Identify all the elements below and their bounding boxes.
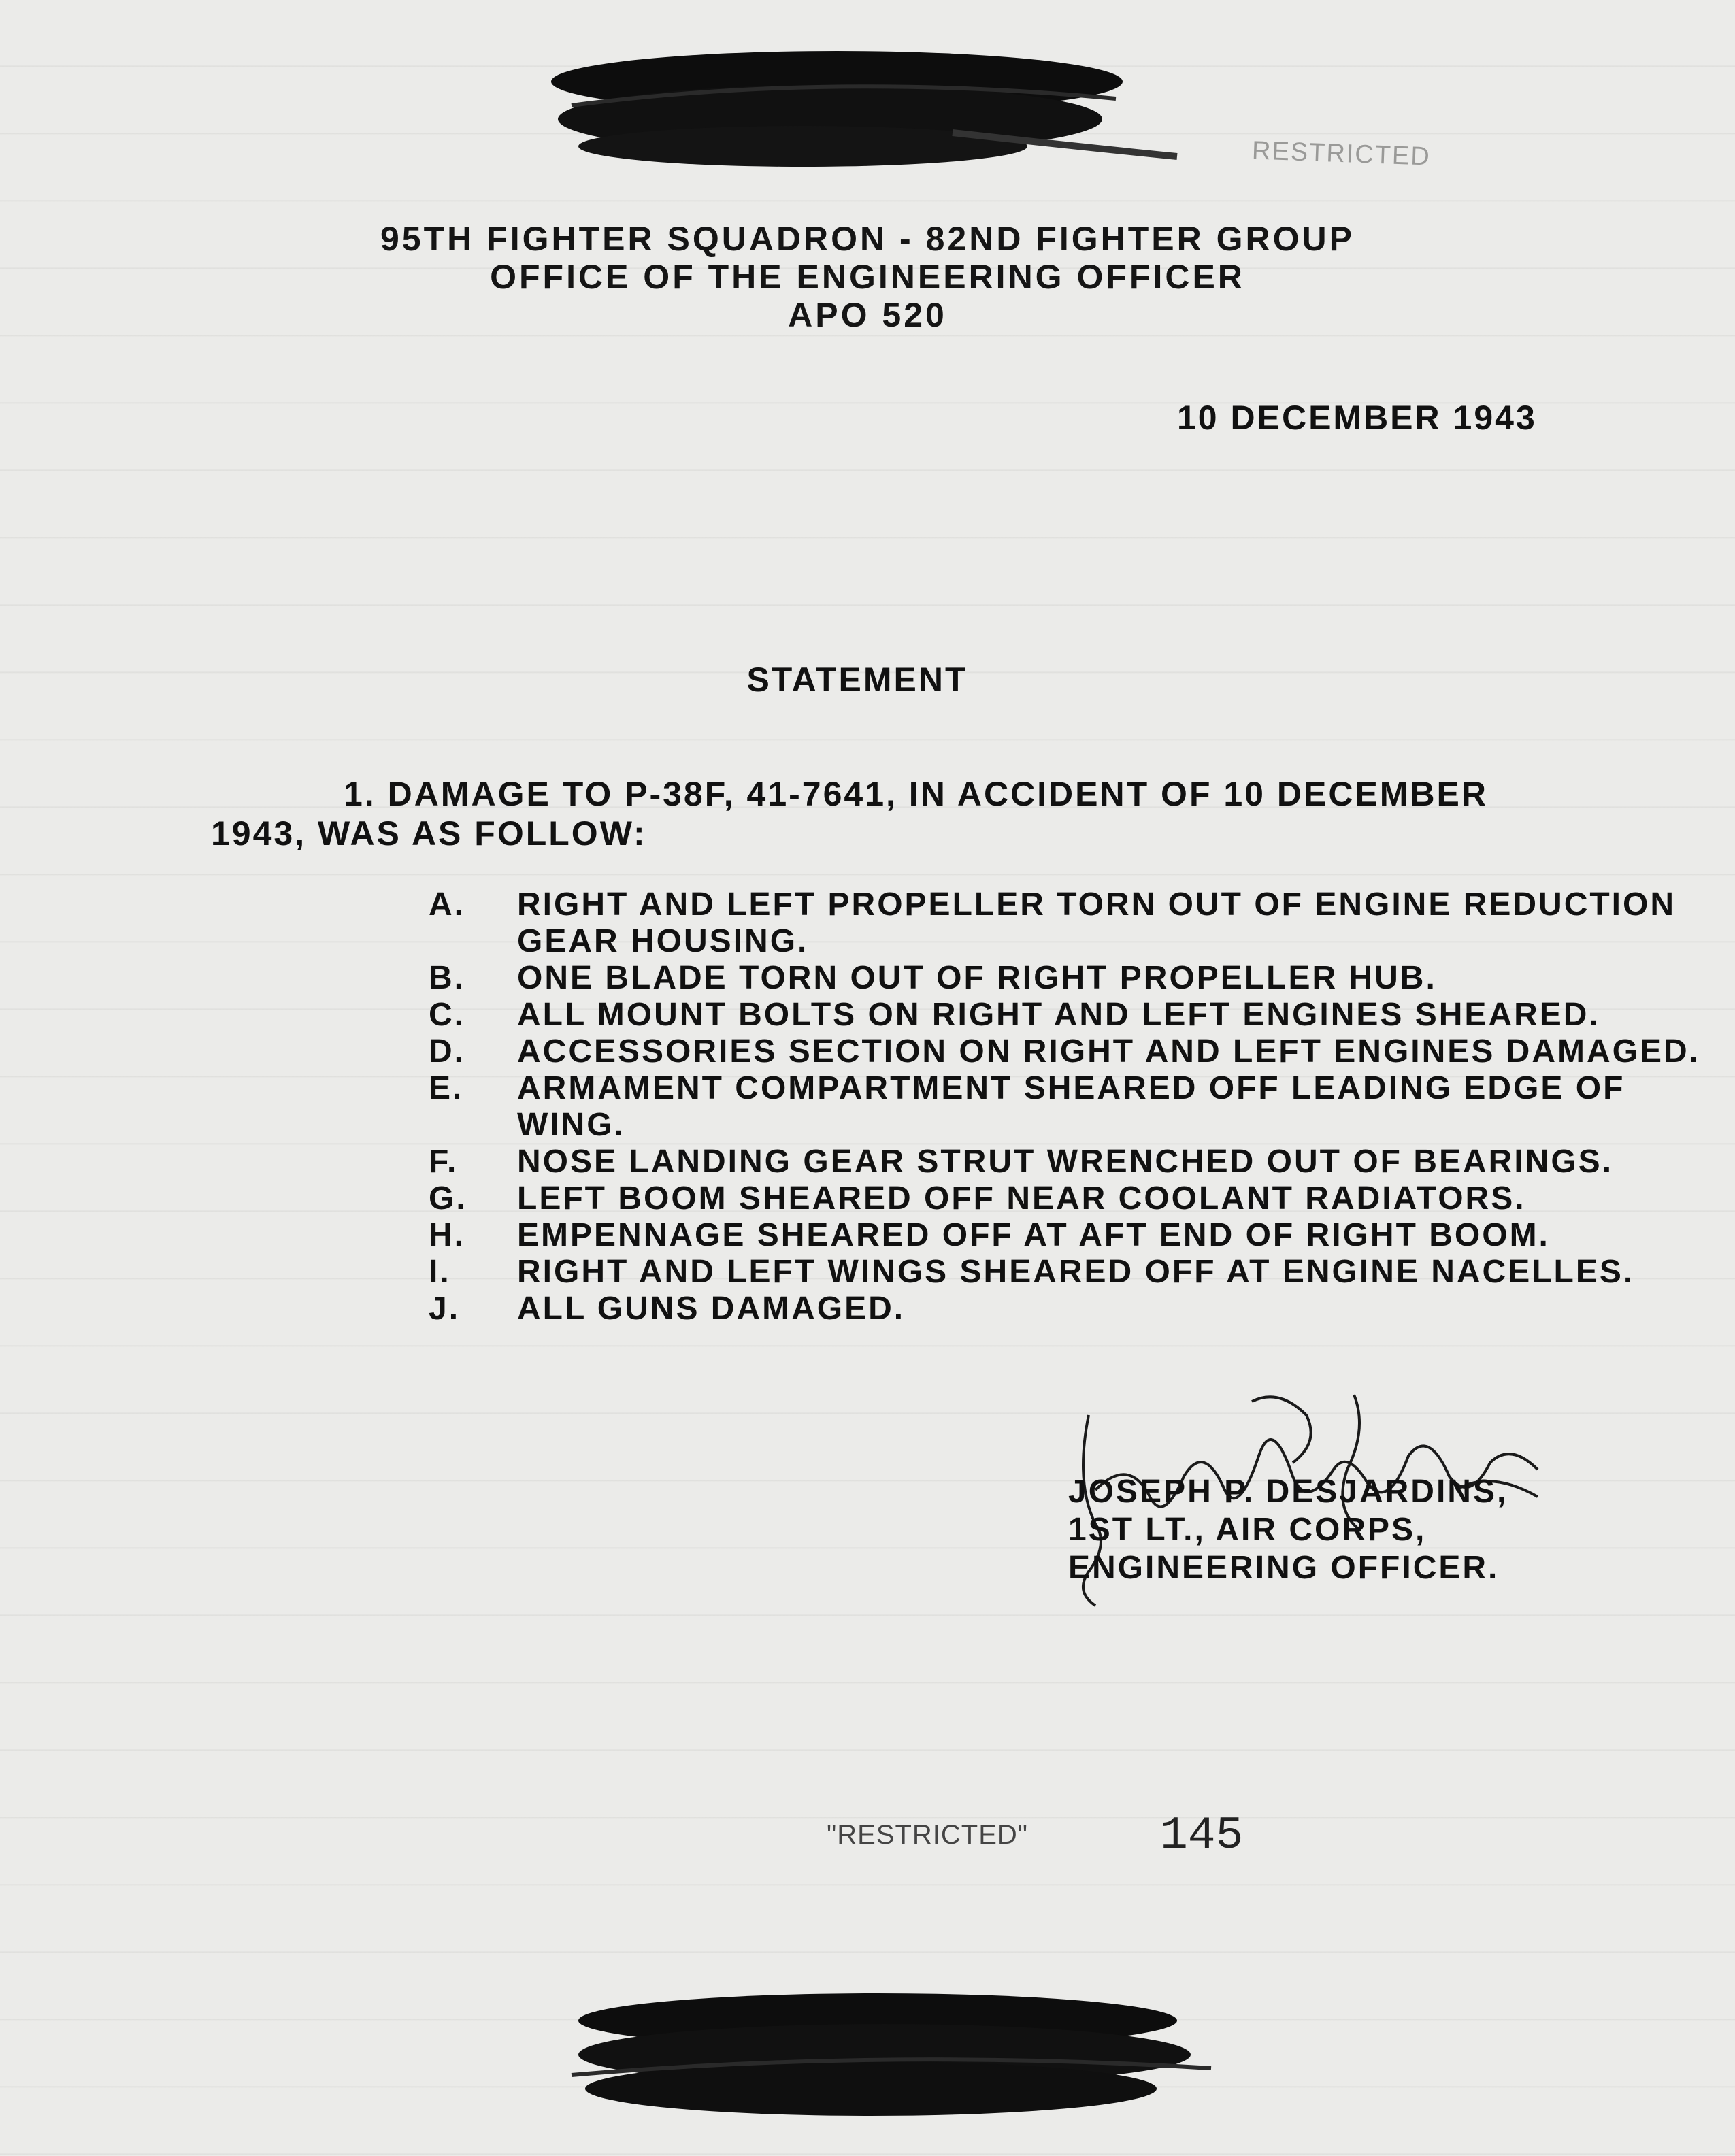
header-line-apo: APO 520	[788, 296, 947, 334]
item-letter: F.	[429, 1144, 459, 1180]
header-line-unit: 95TH FIGHTER SQUADRON - 82ND FIGHTER GROUP	[380, 220, 1355, 258]
list-item	[429, 1180, 1721, 1217]
paragraph-line-2: 1943, WAS AS FOLLOW:	[211, 814, 647, 852]
list-item	[429, 960, 1721, 997]
list-item	[429, 1033, 1721, 1070]
item-text: RIGHT AND LEFT PROPELLER TORN OUT OF ENGINE REDUCTION GEAR HOUSING.	[517, 886, 1676, 959]
item-text: ACCESSORIES SECTION ON RIGHT AND LEFT ENGINES DAMAGED.	[517, 1033, 1700, 1069]
list-item	[429, 1070, 1721, 1144]
list-item	[429, 1254, 1721, 1291]
item-letter: G.	[429, 1180, 467, 1216]
item-letter: B.	[429, 960, 465, 996]
item-letter: C.	[429, 997, 465, 1033]
list-item	[429, 1144, 1721, 1180]
item-text: ONE BLADE TORN OUT OF RIGHT PROPELLER HUB.	[517, 960, 1437, 996]
redaction-mark-top	[544, 31, 1191, 187]
item-letter: H.	[429, 1217, 465, 1253]
list-item	[429, 1291, 1721, 1327]
item-letter: I.	[429, 1254, 451, 1290]
item-letter: E.	[429, 1070, 464, 1106]
item-text: RIGHT AND LEFT WINGS SHEARED OFF AT ENGINE NACELLES.	[517, 1254, 1635, 1290]
redaction-mark-bottom	[558, 1973, 1225, 2129]
statement-paragraph	[211, 774, 1640, 853]
item-text: ARMAMENT COMPARTMENT SHEARED OFF LEADING EDGE OF WING.	[517, 1070, 1625, 1143]
list-item	[429, 997, 1721, 1033]
item-text: ALL GUNS DAMAGED.	[517, 1291, 906, 1327]
damage-list	[429, 886, 1721, 1327]
list-item	[429, 886, 1721, 960]
document-title: STATEMENT	[746, 661, 968, 699]
restricted-stamp-bottom: "RESTRICTED"	[827, 1820, 1028, 1850]
signer-rank: 1ST LT., AIR CORPS,	[1068, 1512, 1427, 1548]
item-letter: J.	[429, 1291, 461, 1327]
item-text: NOSE LANDING GEAR STRUT WRENCHED OUT OF BEARINGS.	[517, 1144, 1614, 1180]
item-letter: D.	[429, 1033, 465, 1069]
signer-name: JOSEPH P. DESJARDINS,	[1068, 1474, 1508, 1510]
page-number: 145	[1160, 1810, 1244, 1862]
document-date: 10 DECEMBER 1943	[1177, 399, 1537, 437]
paragraph-line-1: 1. DAMAGE TO P-38F, 41-7641, IN ACCIDENT OF 10 DECEMBER	[344, 775, 1489, 813]
signature-block	[1068, 1473, 1508, 1587]
restricted-stamp-top: RESTRICTED	[1251, 136, 1432, 171]
item-text: EMPENNAGE SHEARED OFF AT AFT END OF RIGHT BOOM.	[517, 1217, 1550, 1253]
item-letter: A.	[429, 886, 465, 923]
header-line-office: OFFICE OF THE ENGINEERING OFFICER	[490, 258, 1245, 296]
signer-title: ENGINEERING OFFICER.	[1068, 1550, 1500, 1586]
item-text: LEFT BOOM SHEARED OFF NEAR COOLANT RADIATORS.	[517, 1180, 1526, 1216]
item-text: ALL MOUNT BOLTS ON RIGHT AND LEFT ENGINES SHEARED.	[517, 997, 1600, 1033]
list-item	[429, 1217, 1721, 1254]
